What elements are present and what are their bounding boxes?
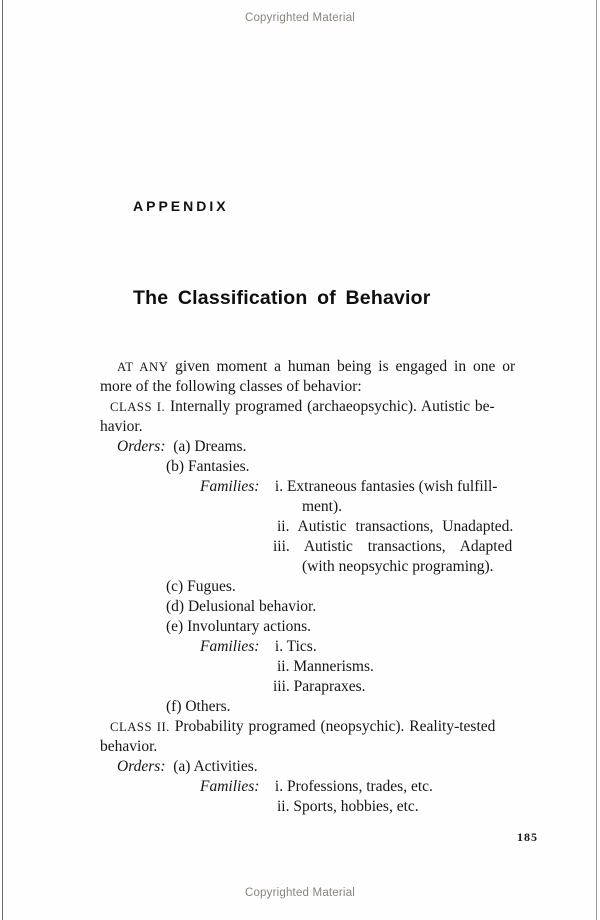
text-line: iii. Autistic transactions, Adapted bbox=[273, 538, 513, 555]
text-line: ii. Sports, hobbies, etc. bbox=[277, 798, 419, 815]
text-line: havior. bbox=[100, 418, 143, 435]
text-line: Families: i. Extraneous fantasies (wish fulfill- bbox=[200, 478, 498, 495]
text-line: (with neopsychic programing). bbox=[302, 558, 494, 575]
text-line: Orders: (a) Activities. bbox=[117, 758, 258, 775]
text-line: (c) Fugues. bbox=[166, 578, 236, 595]
text-line: (d) Delusional behavior. bbox=[166, 598, 317, 615]
page-edge-right bbox=[596, 0, 597, 920]
page-number: 185 bbox=[517, 830, 538, 844]
text-line: (f) Others. bbox=[166, 698, 231, 715]
text-line: behavior. bbox=[100, 738, 158, 755]
text-line: Families: i. Professions, trades, etc. bbox=[200, 778, 433, 795]
appendix-label: APPENDIX bbox=[133, 198, 229, 214]
copyright-banner-top: Copyrighted Material bbox=[244, 12, 356, 24]
body-text bbox=[100, 357, 560, 817]
text-line: AT ANY given moment a human being is engaged in one or bbox=[117, 358, 516, 375]
text-line: CLASS II. Probability programed (neopsychic). Reality-tested bbox=[110, 718, 496, 735]
copyright-banner-bottom: Copyrighted Material bbox=[244, 887, 356, 899]
page-edge-left bbox=[2, 0, 3, 920]
text-line: Families: i. Tics. bbox=[200, 638, 317, 655]
text-line: CLASS I. Internally programed (archaeopsychic). Autistic be- bbox=[110, 398, 495, 415]
text-line: ment). bbox=[302, 498, 343, 515]
text-line: iii. Parapraxes. bbox=[273, 678, 366, 695]
text-line: (b) Fantasies. bbox=[166, 458, 250, 475]
text-line: (e) Involuntary actions. bbox=[166, 618, 312, 635]
text-line: ii. Autistic transactions, Unadapted. bbox=[277, 518, 514, 535]
text-line: ii. Mannerisms. bbox=[277, 658, 374, 675]
text-line: Orders: (a) Dreams. bbox=[117, 438, 247, 455]
text-line: more of the following classes of behavior: bbox=[100, 378, 362, 395]
page-title: The Classification of Behavior bbox=[133, 287, 431, 309]
